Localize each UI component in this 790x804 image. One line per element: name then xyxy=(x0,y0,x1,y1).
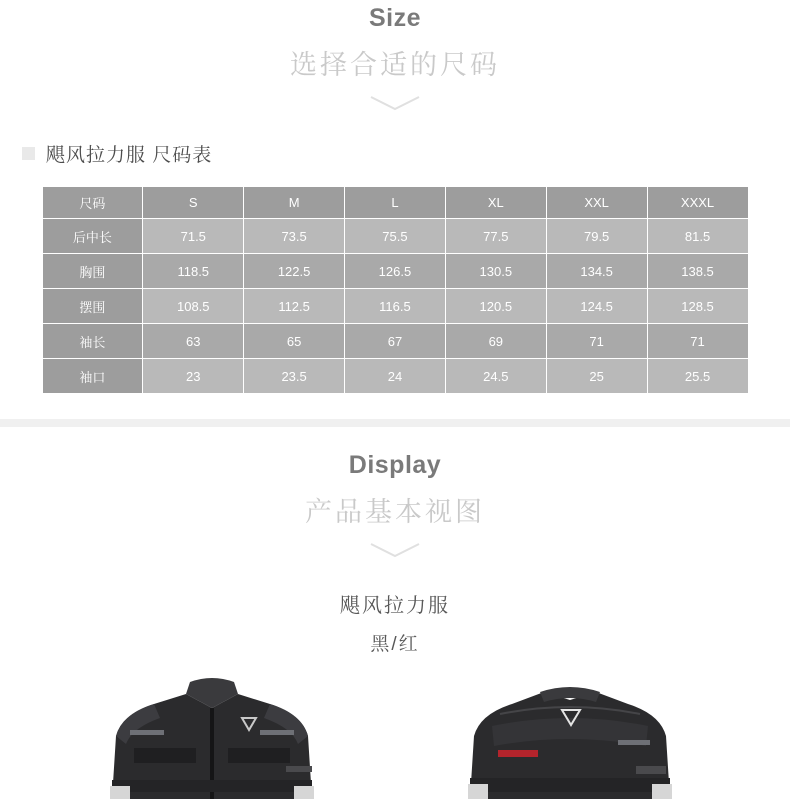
size-table-cell: 116.5 xyxy=(345,289,446,324)
size-table-row-header: 胸围 xyxy=(42,254,143,289)
product-photos xyxy=(0,674,790,799)
size-table-title: 飓风拉力服 尺码表 xyxy=(46,145,213,166)
size-table-row-header: 后中长 xyxy=(42,219,143,254)
size-table-column-header: XXXL xyxy=(647,187,748,219)
size-table-column-header: L xyxy=(345,187,446,219)
jacket-back-photo xyxy=(440,674,700,799)
size-table xyxy=(42,186,749,394)
size-table-cell: 73.5 xyxy=(244,219,345,254)
table-row xyxy=(42,324,748,359)
table-row xyxy=(42,254,748,289)
chevron-down-icon xyxy=(369,541,421,559)
size-table-title-row xyxy=(22,140,790,167)
size-table-cell: 77.5 xyxy=(445,219,546,254)
bullet-square-icon xyxy=(22,147,35,160)
size-table-cell: 24.5 xyxy=(445,359,546,394)
size-table-corner-header: 尺码 xyxy=(42,187,143,219)
size-table-cell: 128.5 xyxy=(647,289,748,324)
size-table-row-header: 摆围 xyxy=(42,289,143,324)
size-table-cell: 69 xyxy=(445,324,546,359)
size-table-cell: 71 xyxy=(546,324,647,359)
size-table-cell: 71 xyxy=(647,324,748,359)
size-table-header-row xyxy=(42,187,748,219)
size-table-row-header: 袖长 xyxy=(42,324,143,359)
size-section xyxy=(0,0,790,394)
size-table-row-header: 袖口 xyxy=(42,359,143,394)
size-table-cell: 23.5 xyxy=(244,359,345,394)
display-heading-en: Display xyxy=(348,451,442,479)
size-table-cell: 23 xyxy=(143,359,244,394)
size-table-cell: 75.5 xyxy=(345,219,446,254)
size-heading-en: Size xyxy=(368,4,422,32)
display-section xyxy=(0,427,790,799)
jacket-front-photo xyxy=(82,674,342,799)
size-table-cell: 71.5 xyxy=(143,219,244,254)
size-table-cell: 65 xyxy=(244,324,345,359)
size-table-cell: 112.5 xyxy=(244,289,345,324)
size-section-heading xyxy=(0,4,790,112)
size-table-cell: 25 xyxy=(546,359,647,394)
size-table-column-header: XXL xyxy=(546,187,647,219)
display-heading-cn: 产品基本视图 xyxy=(305,497,485,527)
section-divider-band xyxy=(0,419,790,427)
size-table-cell: 138.5 xyxy=(647,254,748,289)
size-table-cell: 24 xyxy=(345,359,446,394)
size-table-container xyxy=(42,186,749,394)
size-table-cell: 120.5 xyxy=(445,289,546,324)
size-table-column-header: S xyxy=(143,187,244,219)
size-table-cell: 67 xyxy=(345,324,446,359)
display-section-heading xyxy=(0,451,790,559)
table-row xyxy=(42,219,748,254)
product-name: 飓风拉力服 xyxy=(340,595,450,617)
size-table-cell: 108.5 xyxy=(143,289,244,324)
size-table-cell: 25.5 xyxy=(647,359,748,394)
size-table-cell: 126.5 xyxy=(345,254,446,289)
size-table-cell: 130.5 xyxy=(445,254,546,289)
size-table-column-header: XL xyxy=(445,187,546,219)
size-table-column-header: M xyxy=(244,187,345,219)
table-row xyxy=(42,359,748,394)
size-table-cell: 134.5 xyxy=(546,254,647,289)
chevron-down-icon xyxy=(369,94,421,112)
size-table-cell: 122.5 xyxy=(244,254,345,289)
size-table-cell: 79.5 xyxy=(546,219,647,254)
size-table-cell: 118.5 xyxy=(143,254,244,289)
size-heading-cn: 选择合适的尺码 xyxy=(290,50,500,80)
table-row xyxy=(42,289,748,324)
product-color: 黑/红 xyxy=(370,634,420,655)
size-table-cell: 63 xyxy=(143,324,244,359)
size-table-cell: 124.5 xyxy=(546,289,647,324)
size-table-cell: 81.5 xyxy=(647,219,748,254)
